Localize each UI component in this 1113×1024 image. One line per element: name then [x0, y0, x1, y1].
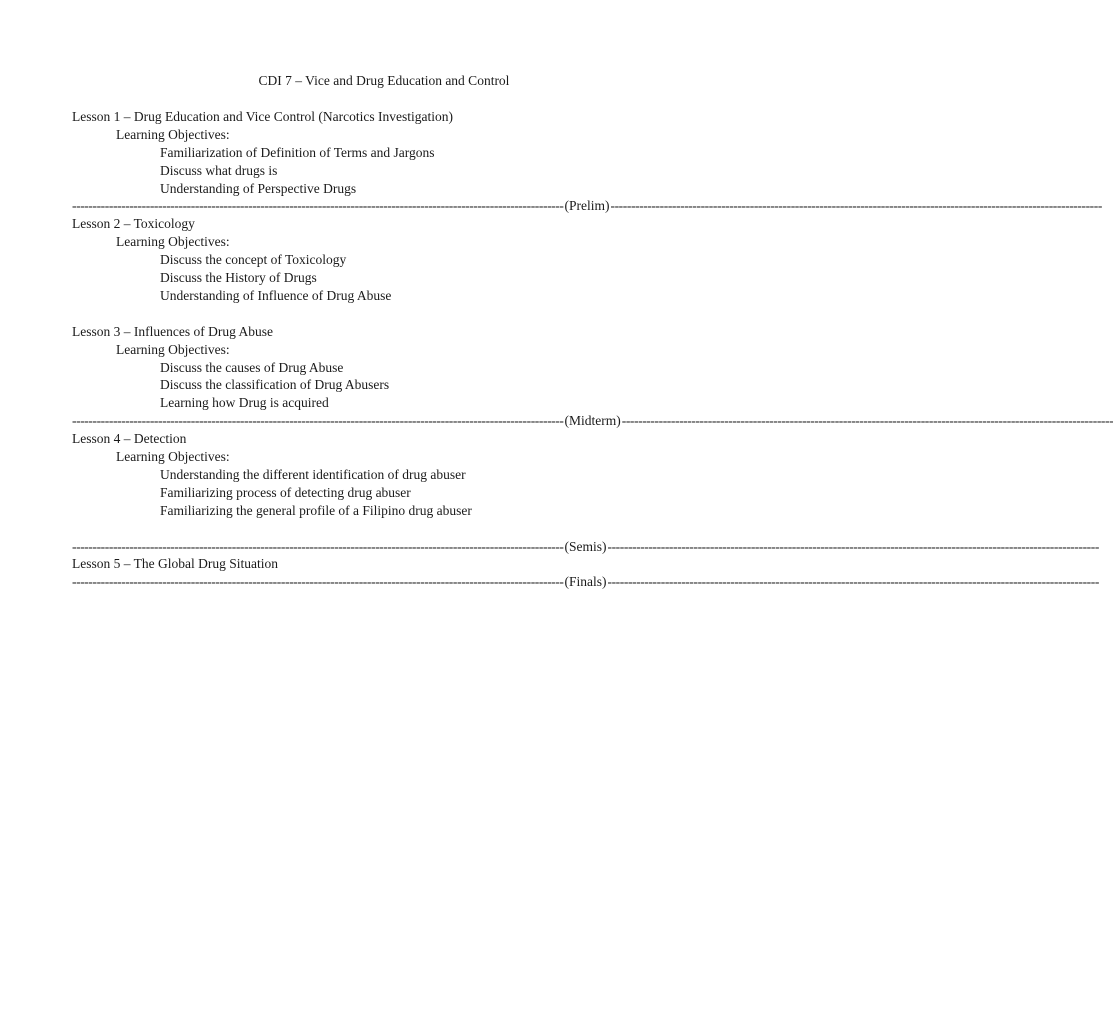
objective-item: Understanding of Influence of Drug Abuse: [160, 287, 392, 303]
objectives-label: Learning Objectives:: [116, 341, 230, 357]
objective-item: Familiarizing the general profile of a Filipino drug abuser: [160, 502, 472, 518]
divider-semis: [72, 538, 1099, 556]
dashes-right: ------------------------------------------------------------------------------------------------------------------------: [607, 574, 1099, 590]
objectives-list: [72, 359, 696, 413]
lesson-4: [72, 430, 696, 520]
divider-label: (Midterm): [564, 413, 621, 429]
lesson-1: [72, 108, 696, 198]
objective-item: Discuss what drugs is: [160, 162, 278, 178]
lesson-2: [72, 215, 696, 305]
document-title: CDI 7 – Vice and Drug Education and Control: [258, 73, 510, 88]
divider-label: (Finals): [564, 574, 607, 590]
objectives-list: [72, 144, 696, 198]
objective-item: Discuss the causes of Drug Abuse: [160, 359, 344, 375]
objective-item: Learning how Drug is acquired: [160, 395, 329, 411]
divider-prelim: [72, 197, 1102, 215]
divider-midterm: [72, 412, 1113, 430]
dashes-left: ------------------------------------------------------------------------------------------------------------------------: [72, 198, 564, 214]
divider-label: (Prelim): [564, 198, 610, 214]
objective-item: Discuss the classification of Drug Abusers: [160, 377, 390, 393]
lesson-heading: Lesson 4 – Detection: [72, 431, 187, 447]
lesson-5: [72, 555, 696, 573]
objective-item: Discuss the concept of Toxicology: [160, 252, 347, 268]
lesson-heading: Lesson 3 – Influences of Drug Abuse: [72, 323, 273, 339]
dashes-right: ------------------------------------------------------------------------------------------------------------------------: [610, 198, 1102, 214]
objectives-label: Learning Objectives:: [116, 126, 230, 142]
lesson-3: [72, 323, 696, 413]
lesson-heading: Lesson 5 – The Global Drug Situation: [72, 556, 278, 572]
lesson-heading: Lesson 1 – Drug Education and Vice Control (Narcotics Investigation): [72, 108, 453, 124]
objectives-label: Learning Objectives:: [116, 234, 230, 250]
objective-item: Understanding of Perspective Drugs: [160, 180, 357, 196]
dashes-left: ------------------------------------------------------------------------------------------------------------------------: [72, 538, 564, 554]
blank-line: [72, 520, 696, 538]
dashes-left: ------------------------------------------------------------------------------------------------------------------------: [72, 413, 564, 429]
objective-item: Familiarization of Definition of Terms and Jargons: [160, 144, 435, 160]
lesson-heading: Lesson 2 – Toxicology: [72, 216, 195, 232]
objectives-label: Learning Objectives:: [116, 449, 230, 465]
objective-item: Discuss the History of Drugs: [160, 270, 317, 286]
objectives-list: [72, 251, 696, 305]
objective-item: Understanding the different identification of drug abuser: [160, 466, 466, 482]
document-page: [72, 72, 1113, 591]
objectives-list: [72, 466, 696, 520]
dashes-right: ------------------------------------------------------------------------------------------------------------------------: [607, 538, 1099, 554]
divider-finals: [72, 573, 1099, 591]
dashes-left: ------------------------------------------------------------------------------------------------------------------------: [72, 574, 564, 590]
objective-item: Familiarizing process of detecting drug abuser: [160, 484, 411, 500]
dashes-right: ------------------------------------------------------------------------------------------------------------------------: [621, 413, 1113, 429]
blank-line: [72, 305, 696, 323]
divider-label: (Semis): [564, 538, 607, 554]
